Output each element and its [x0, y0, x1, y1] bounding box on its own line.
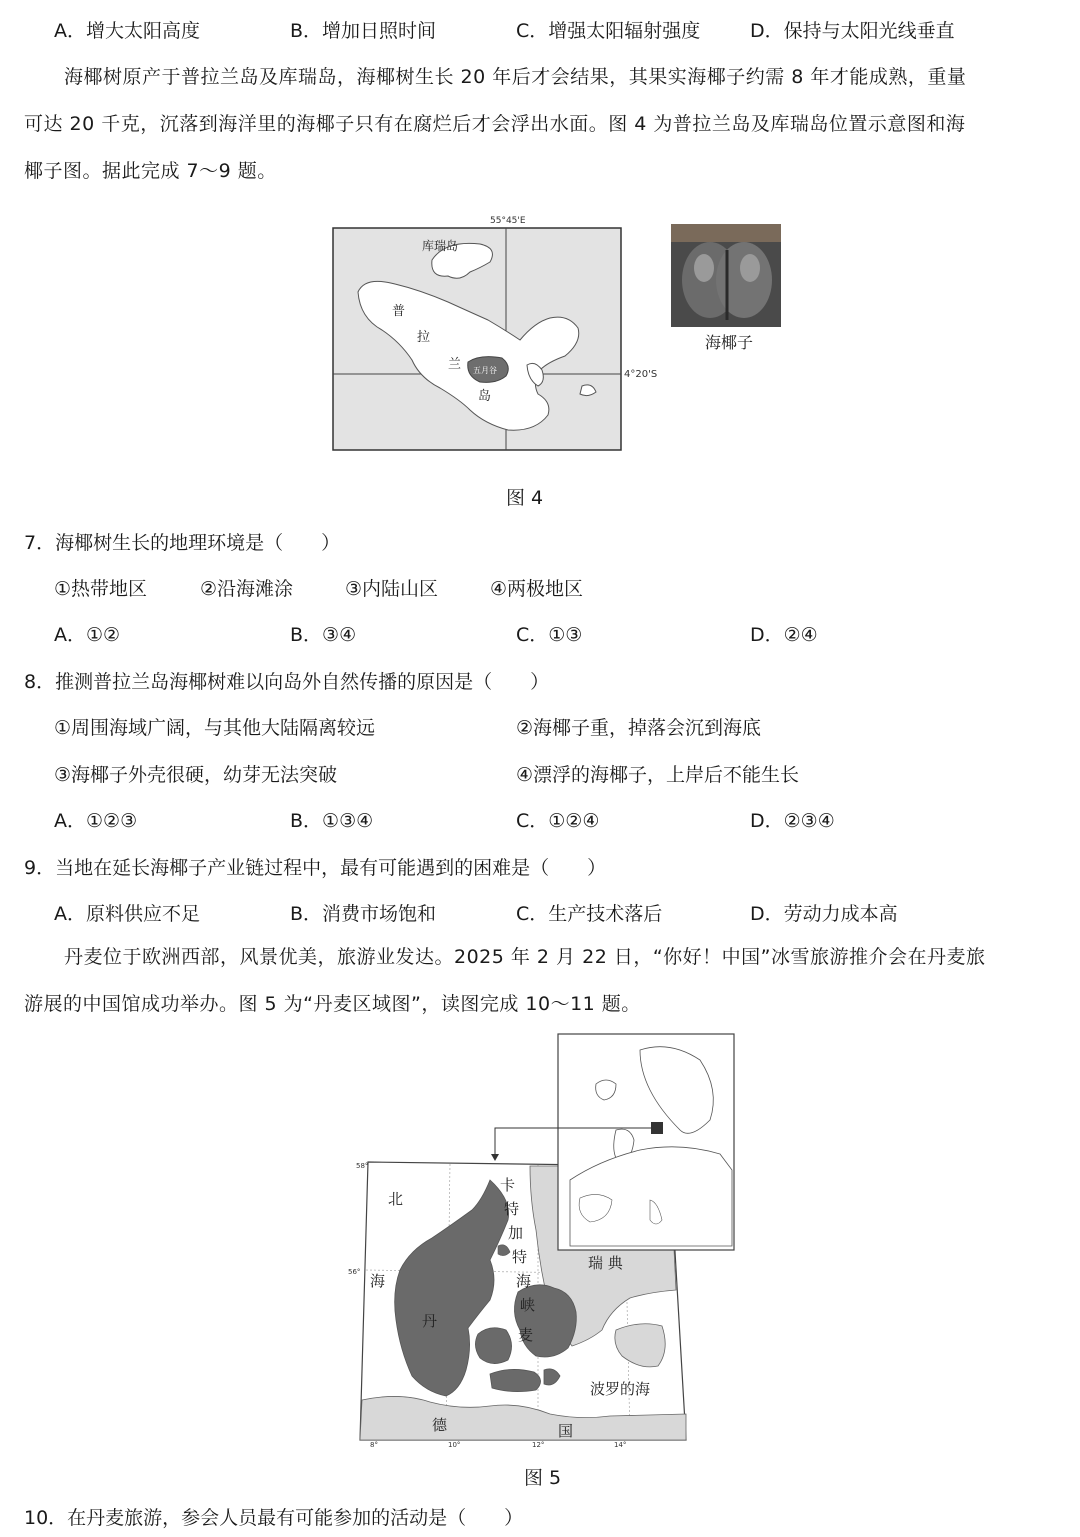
q8-option-a: A．①②③	[54, 810, 138, 832]
lon-tick-10: 10°	[448, 1441, 461, 1449]
q8-item-1: ①周围海域广阔，与其他大陆隔离较远	[54, 717, 376, 739]
q6-option-a: A．增大太阳高度	[54, 20, 200, 42]
north-sea-char-1: 北	[388, 1190, 404, 1208]
intro-7-9-line2: 可达 20 千克，沉落到海洋里的海椰子只有在腐烂后才会浮出水面。图 4 为普拉兰岛及库瑞岛位置示意图和海	[24, 113, 966, 135]
curieuse-label: 库瑞岛	[422, 239, 459, 253]
q7-stem: 7．海椰树生长的地理环境是（ ）	[24, 532, 341, 554]
figure-4	[320, 210, 800, 460]
kattegat-char-5: 海	[516, 1272, 532, 1290]
q8-item-3: ③海椰子外壳很硬，幼芽无法突破	[54, 764, 338, 786]
q7-option-c: C．①③	[516, 624, 583, 646]
denmark-char-2: 麦	[518, 1326, 534, 1344]
intro-7-9-line1: 海椰树原产于普拉兰岛及库瑞岛，海椰树生长 20 年后才会结果，其果实海椰子约需 8 年才能成熟，重量	[64, 66, 967, 88]
intro-passage-10-11	[24, 934, 1060, 1028]
valley-label: 五月谷	[473, 366, 497, 375]
praslin-char-2: 拉	[417, 330, 431, 345]
q9-option-b: B．消费市场饱和	[290, 903, 437, 925]
q7-item-4: ④两极地区	[490, 578, 584, 600]
kattegat-char-2: 特	[504, 1200, 520, 1218]
germany-char-1: 德	[432, 1416, 448, 1434]
lat-tick-56: 56°	[348, 1268, 361, 1276]
q8-item-4: ④漂浮的海椰子，上岸后不能生长	[516, 764, 800, 786]
q7-item-1: ①热带地区	[54, 578, 148, 600]
inset-denmark-highlight	[651, 1122, 663, 1134]
q9-stem: 9．当地在延长海椰子产业链过程中，最有可能遇到的困难是（ ）	[24, 857, 607, 879]
lon-tick-8: 8°	[370, 1441, 378, 1449]
q7-option-d: D．②④	[750, 624, 818, 646]
figure-4-caption: 图 4	[506, 487, 544, 509]
q7-option-b: B．③④	[290, 624, 357, 646]
q9-option-c: C．生产技术落后	[516, 903, 663, 925]
kattegat-char-4: 特	[512, 1248, 528, 1266]
intro-10-11-line2: 游展的中国馆成功举办。图 5 为“丹麦区域图”，读图完成 10～11 题。	[24, 993, 641, 1015]
intro-7-9-line3: 椰子图。据此完成 7～9 题。	[24, 160, 277, 182]
kattegat-char-6: 峡	[520, 1296, 536, 1314]
q8-option-d: D．②③④	[750, 810, 835, 832]
sweden-label: 瑞 典	[588, 1254, 623, 1272]
lolland	[490, 1369, 541, 1391]
denmark-char-1: 丹	[422, 1312, 438, 1330]
q7-item-2: ②沿海滩涂	[200, 578, 294, 600]
intro-10-11-line1: 丹麦位于欧洲西部，风景优美，旅游业发达。2025 年 2 月 22 日，“你好！中国”冰雪旅游推介会在丹麦旅	[64, 946, 986, 968]
q7-option-a: A．①②	[54, 624, 121, 646]
figure-5	[340, 1030, 740, 1450]
q9-option-a: A．原料供应不足	[54, 903, 200, 925]
kattegat-char-1: 卡	[500, 1176, 516, 1194]
q7-item-3: ③内陆山区	[345, 578, 439, 600]
longitude-label: 55°45'E	[490, 216, 526, 226]
lon-tick-14: 14°	[614, 1441, 627, 1449]
q6-option-d: D．保持与太阳光线垂直	[750, 20, 955, 42]
praslin-char-4: 岛	[478, 389, 492, 404]
praslin-char-3: 兰	[448, 357, 462, 372]
q8-item-2: ②海椰子重，掉落会沉到海底	[516, 717, 762, 739]
q8-stem: 8．推测普拉兰岛海椰树难以向岛外自然传播的原因是（ ）	[24, 671, 550, 693]
latitude-label: 4°20'S	[624, 369, 658, 380]
germany-char-2: 国	[558, 1422, 574, 1440]
praslin-char-1: 普	[392, 304, 406, 319]
q8-option-b: B．①③④	[290, 810, 374, 832]
q8-option-c: C．①②④	[516, 810, 600, 832]
figure-5-caption: 图 5	[524, 1467, 562, 1489]
kattegat-char-3: 加	[508, 1224, 524, 1242]
lon-tick-12: 12°	[532, 1441, 545, 1449]
funen	[475, 1328, 511, 1364]
q10-stem: 10．在丹麦旅游，参会人员最有可能参加的活动是（ ）	[24, 1507, 524, 1529]
coco-de-mer-caption: 海椰子	[705, 333, 754, 352]
q9-option-d: D．劳动力成本高	[750, 903, 898, 925]
lat-tick-58: 58°	[356, 1162, 369, 1170]
q6-option-c: C．增强太阳辐射强度	[516, 20, 701, 42]
intro-passage-7-9	[24, 54, 1060, 195]
north-sea-char-2: 海	[370, 1272, 386, 1290]
baltic-sea-label: 波罗的海	[590, 1380, 651, 1398]
q6-option-b: B．增加日照时间	[290, 20, 437, 42]
